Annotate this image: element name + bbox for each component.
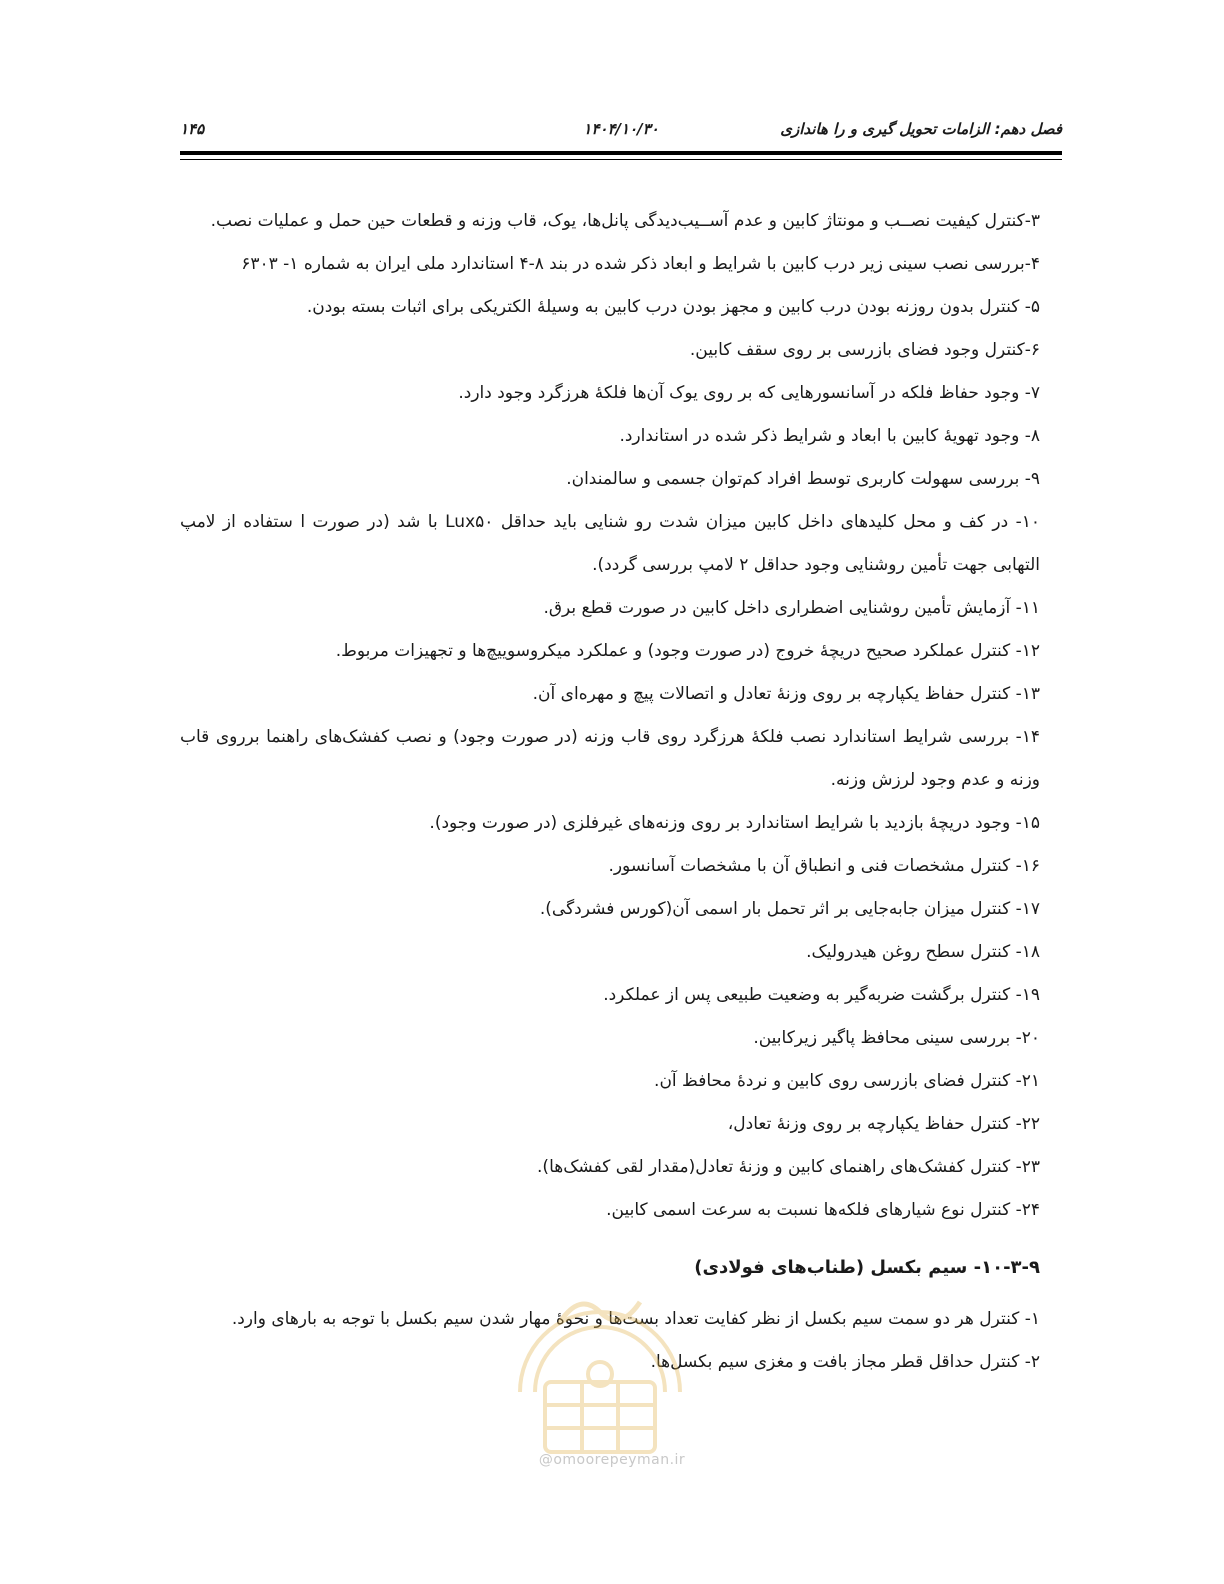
page-header [180,120,1062,144]
list-item: ۱۶- کنترل مشخصات فنی و انطباق آن با مشخصات آسانسور. [608,856,1040,876]
list-item: ۹- بررسی سهولت کاربری توسط افراد کم‌توان جسمی و سالمندان. [566,469,1040,489]
list-item: ۲۴- کنترل نوع شیارهای فلکه‌ها نسبت به سرعت اسمی کابین. [606,1200,1040,1220]
header-date: ۱۴۰۴/۱۰/۳۰ [583,120,659,138]
header-rule-thick [180,151,1062,155]
list-item: ۴-بررسی نصب سینی زیر درب کابین با شرایط و ابعاد ذکر شده در بند ۸-۴ استاندارد ملی ایران به شماره ۱- ۶۳۰۳ [241,254,1040,274]
list-item: ۱۷- کنترل میزان جابه‌جایی بر اثر تحمل بار اسمی آن(کورس فشردگی). [539,899,1040,919]
list-item: ۱۳- کنترل حفاظ یکپارچه بر روی وزنهٔ تعادل و اتصالات پیچ و مهره‌ای آن. [532,684,1040,704]
watermark-text: @omoorepeyman.ir [538,1452,686,1468]
list-item: ۲۱- کنترل فضای بازرسی روی کابین و نردهٔ محافظ آن. [654,1071,1040,1091]
header-rule-thin [180,159,1062,160]
document-body [180,200,1040,1384]
section-heading: ۱۰-۳-۹- سیم بکسل (طناب‌های فولادی) [694,1257,1040,1278]
list-item: ۱۹- کنترل برگشت ضربه‌گیر به وضعیت طبیعی پس از عملکرد. [603,985,1040,1005]
chapter-title: فصل دهم: الزامات تحویل گیری و را هاندازی [780,120,1062,138]
list-item: ۶-کنترل وجود فضای بازرسی بر روی سقف کابین. [689,340,1040,360]
page-number: ۱۴۵ [180,120,205,138]
list-item: ۱۴- بررسی شرایط استاندارد نصب فلکهٔ هرزگرد روی قاب وزنه (در صورت وجود) و نصب کفشک‌های راهنما برروی قاب وزنه و عدم وجود لرزش وزنه. [180,727,1040,790]
list-item: ۱۸- کنترل سطح روغن هیدرولیک. [806,942,1040,962]
list-item: ۷- وجود حفاظ فلکه در آسانسورهایی که بر روی یوک آن‌ها فلکهٔ هرزگرد وجود دارد. [458,383,1040,403]
list-item: ۳-کنترل کیفیت نصــب و مونتاژ کابین و عدم آســیب‌دیدگی پانل‌ها، یوک، قاب وزنه و قطعات حین حمل و عملیات نصب. [210,211,1040,231]
list-item: ۱۰- در کف و محل کلیدهای داخل کابین میزان شدت رو شنایی باید حداقل Lux۵۰ با شد (در صورت ا ستفاده از لامپ التهابی جهت تأمین روشنایی وجود حداقل ۲ لامپ بررسی گردد). [180,512,1040,575]
list-item: ۲۰- بررسی سینی محافظ پاگیر زیرکابین. [753,1028,1040,1048]
list-item: ۱۲- کنترل عملکرد صحیح دریچهٔ خروج (در صورت وجود) و عملکرد میکروسوییچ‌ها و تجهیزات مربوط. [335,641,1040,661]
list-item: ۱۵- وجود دریچهٔ بازدید با شرایط استاندارد بر روی وزنه‌های غیرفلزی (در صورت وجود). [429,813,1040,833]
list-item: ۱۱- آزمایش تأمین روشنایی اضطراری داخل کابین در صورت قطع برق. [543,598,1040,618]
list-item: ۸- وجود تهویهٔ کابین با ابعاد و شرایط ذکر شده در استاندارد. [619,426,1040,446]
list-item: ۵- کنترل بدون روزنه بودن درب کابین و مجهز بودن درب کابین به وسیلهٔ الکتریکی برای اثبات بسته بودن. [306,297,1040,317]
list-item: ۲- کنترل حداقل قطر مجاز بافت و مغزی سیم بکسل‌ها. [650,1352,1040,1372]
watermark-logo-icon [500,1262,700,1472]
list-item: ۲۳- کنترل کفشک‌های راهنمای کابین و وزنهٔ تعادل(مقدار لقی کفشک‌ها). [537,1157,1040,1177]
list-item: ۱- کنترل هر دو سمت سیم بکسل از نظر کفایت تعداد بست‌ها و نحوهٔ مهار شدن سیم بکسل با توجه به بارهای وارد. [231,1309,1040,1329]
list-item: ۲۲- کنترل حفاظ یکپارچه بر روی وزنهٔ تعادل، [727,1114,1040,1134]
checklist [180,200,1040,1232]
